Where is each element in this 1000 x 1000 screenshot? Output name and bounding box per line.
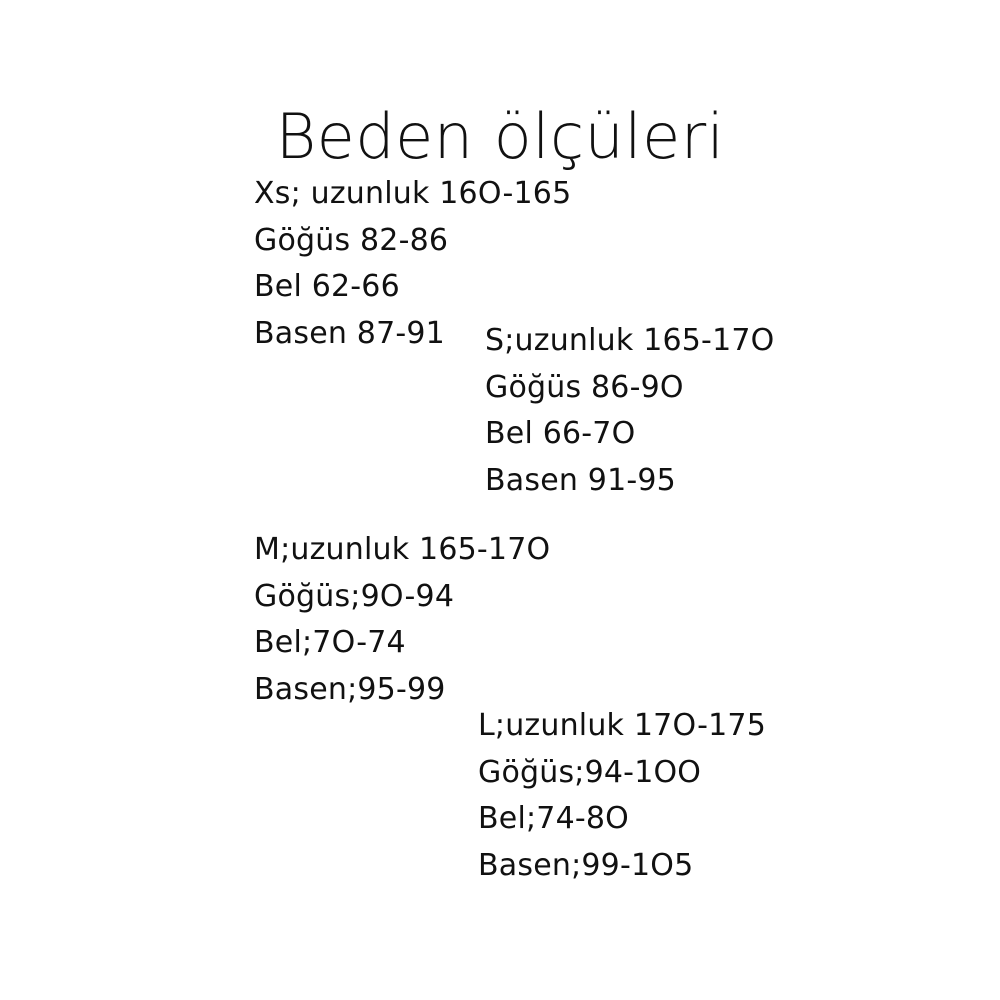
size-hip-line: Basen 91-95 — [485, 462, 676, 498]
size-length-line: M;uzunluk 165-17O — [254, 532, 551, 567]
size-waist-line: Bel;7O-74 — [254, 625, 406, 660]
size-chest-line: Göğüs 82-86 — [254, 222, 449, 258]
size-chest-line: Göğüs;9O-94 — [254, 578, 455, 614]
size-waist-line: Bel 62-66 — [254, 269, 400, 304]
size-block-m — [254, 527, 550, 713]
size-hip-line: Basen 87-91 — [254, 315, 445, 351]
size-block-s — [485, 318, 774, 504]
page-title: Beden ölçüleri — [275, 99, 725, 173]
size-waist-line: Bel 66-7O — [485, 416, 636, 451]
size-waist-line: Bel;74-8O — [478, 801, 629, 836]
size-chest-line: Göğüs;94-1OO — [478, 754, 702, 790]
size-hip-line: Basen;95-99 — [254, 671, 446, 707]
size-length-line: Xs; uzunluk 16O-165 — [254, 176, 572, 211]
size-length-line: S;uzunluk 165-17O — [485, 323, 775, 358]
size-chest-line: Göğüs 86-9O — [485, 369, 684, 405]
size-block-l — [478, 703, 766, 889]
size-hip-line: Basen;99-1O5 — [478, 847, 694, 883]
size-length-line: L;uzunluk 17O-175 — [478, 708, 766, 743]
